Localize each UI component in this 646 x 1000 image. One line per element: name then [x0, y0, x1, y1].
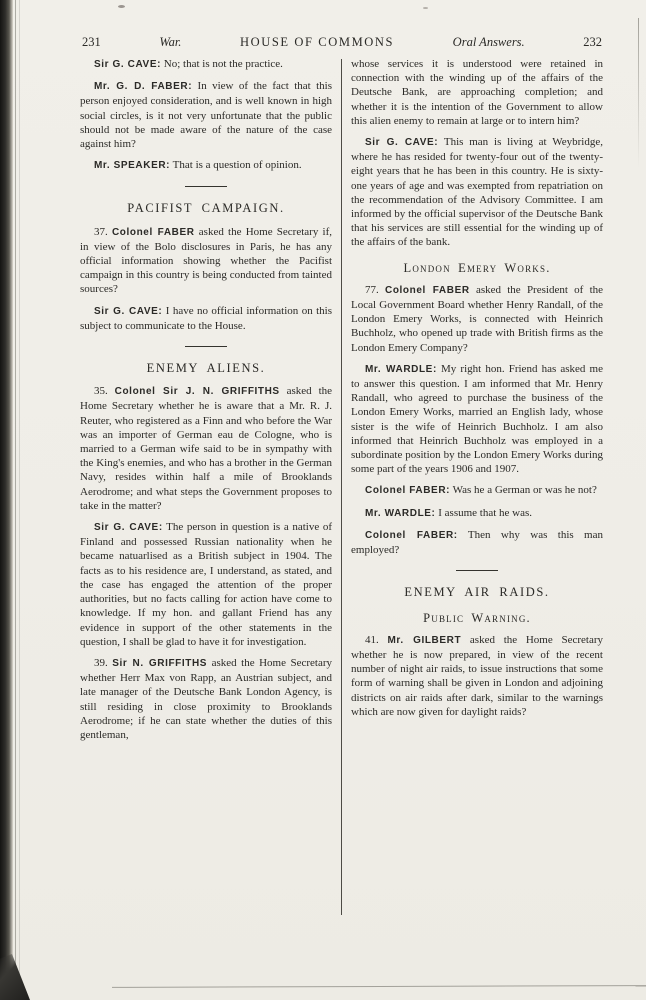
section-heading: ENEMY AIR RAIDS.	[404, 585, 550, 600]
speaker-name: Mr. G. D. FABER:	[94, 81, 193, 93]
question-number: 77.	[365, 283, 386, 296]
scan-gutter-edge	[0, 0, 13, 1000]
section-divider	[185, 346, 227, 347]
speaker-name: Sir G. CAVE:	[94, 59, 162, 70]
speaker-name: Colonel FABER	[385, 284, 470, 296]
section-subheading: Public Warning.	[423, 610, 531, 625]
section-heading: ENEMY ALIENS.	[146, 361, 266, 376]
paragraph: Sir G. CAVE: I have no official information on this subject to communicate to the House.	[80, 304, 332, 332]
speaker-name: Colonel FABER:	[365, 485, 451, 497]
question-number: 37.	[94, 225, 112, 238]
speaker-name: Sir G. CAVE:	[94, 305, 163, 317]
paragraph: Mr. WARDLE: My right hon. Friend has asked me to answer this question. I am informed that Mr. Henry Randall, who agreed to purchase the business of the London Emery Works, married an English lady, whose sister is the wife of Heinrich Buchholz. I am also informed that Heinrich Buchholz was employed in a subordinate position by the London Emery Works during some part of the years 1906 and 1907.	[351, 362, 603, 476]
column-divider-rule	[341, 59, 342, 915]
paragraph: Colonel FABER: Was he a German or was he not?	[365, 484, 597, 497]
section-heading: PACIFIST CAMPAIGN.	[127, 201, 285, 216]
left-column	[80, 57, 332, 915]
running-title-right: Oral Answers.	[452, 35, 525, 49]
scan-bottom-rule	[112, 985, 646, 988]
speaker-name: Sir G. CAVE:	[365, 137, 439, 149]
scan-right-edge-line	[638, 18, 639, 168]
page-number-right: 232	[583, 35, 602, 49]
paragraph: 39. Sir N. GRIFFITHS asked the Home Secretary whether Herr Max von Rapp, an Austrian subject, and late manager of the Deutsche Bank London Agency, is still residing in close proximity to Brooklands Aerodrome; if he can state whether the duties of this gentleman,	[80, 656, 333, 741]
page-number-left: 231	[82, 35, 101, 49]
scan-edge-line	[19, 0, 20, 1000]
section-divider	[456, 570, 498, 571]
paragraph: Mr. G. D. FABER: In view of the fact that this person enjoyed consideration, and is well known in high social circles, is it not very unfortunate that the public should not be made aware of the nature of the case against him?	[80, 80, 332, 151]
speaker-name: Mr. WARDLE:	[365, 507, 436, 519]
speaker-name: Mr. GILBERT	[387, 634, 462, 646]
scan-speck	[423, 7, 428, 9]
paragraph: Sir G. CAVE: This man is living at Weybridge, where he has resided for twenty-four out of the twenty-eight years that he has been in this country. He is sixty-one years of age and was exempted from repatriation on the recommendation of the Advisory Committee. I am informed by the official supervisor of the Deutsche Bank that his services are still essential for the winding up of the affairs of the bank.	[351, 136, 603, 249]
speaker-name: Colonel FABER	[111, 226, 195, 238]
paragraph: Colonel FABER: Then why was this man employed?	[351, 528, 603, 557]
paragraph: Sir G. CAVE: No; that is not the practice.	[94, 58, 283, 70]
scan-speck	[118, 5, 125, 8]
running-header	[82, 35, 602, 50]
question-number: 39.	[94, 656, 113, 669]
speaker-name: Colonel FABER:	[365, 529, 458, 541]
paragraph: 77. Colonel FABER asked the President of the Local Government Board whether Henry Randall, of the London Emery Works, is connected with Heinrich Buchholz, who opened up trade with British firms as the London Emery Company?	[351, 283, 604, 354]
right-column	[351, 57, 603, 915]
speaker-name: Mr. SPEAKER:	[94, 160, 171, 172]
speaker-name: Sir N. GRIFFITHS	[112, 657, 208, 669]
speaker-name: Sir G. CAVE:	[94, 522, 163, 534]
header-center-title: HOUSE OF COMMONS	[240, 35, 395, 49]
paragraph: Mr. WARDLE: I assume that he was.	[365, 506, 533, 519]
running-title-left: War.	[159, 35, 182, 49]
section-subheading: London Emery Works.	[403, 260, 551, 275]
paragraph: 37. Colonel FABER asked the Home Secretary if, in view of the Bolo disclosures in Paris, he has any official information showing whether the Pacifist campaign in this country is being conducted from tainted sources?	[80, 225, 333, 296]
speaker-name: Mr. WARDLE:	[365, 363, 437, 375]
text-columns	[80, 57, 604, 915]
paragraph: whose services it is understood were retained in connection with the winding up of the affairs of the Deutsche Bank, are approaching completion; and whether it is the intention of the Government to allow this alien enemy to remain at large or to intern him?	[351, 58, 603, 127]
scan-edge-line	[15, 0, 16, 1000]
speaker-name: Colonel Sir J. N. GRIFFITHS	[114, 386, 280, 398]
paragraph: Sir G. CAVE: The person in question is a native of Finland and possessed Russian nationality when he became natuarlised as a British subject in 1904. The facts as to his residence are, I understand, as stated, and the case has engaged the attention of the proper authorities, but no facts calling for action have come to knowledge. If my hon. and gallant Friend has any evidence in support of the other statements in the question, I shall be glad to have it for investigation.	[80, 521, 332, 648]
section-divider	[185, 186, 227, 187]
paragraph: 35. Colonel Sir J. N. GRIFFITHS asked the Home Secretary whether he is aware that a Mr. R. J. Reuter, who registered as a Finn and who before the War was an importer of German eau de Cologne, who is married to a German wife said to be in sympathy with the King's enemies, and who has a brother in the German Navy, resides within half a mile of Brooklands Aerodrome; and what steps the Government proposes to take in the matter?	[80, 385, 333, 512]
paragraph: 41. Mr. GILBERT asked the Home Secretary whether he is now prepared, in view of the recent number of night air raids, to issue instructions that some form of warning shall be given in London and adjoining districts on air raids after dark, similar to the warnings which are now given for daylight raids?	[351, 633, 604, 718]
paragraph: Mr. SPEAKER: That is a question of opinion.	[94, 159, 302, 172]
question-number: 41.	[365, 633, 388, 646]
question-number: 35.	[94, 385, 115, 398]
